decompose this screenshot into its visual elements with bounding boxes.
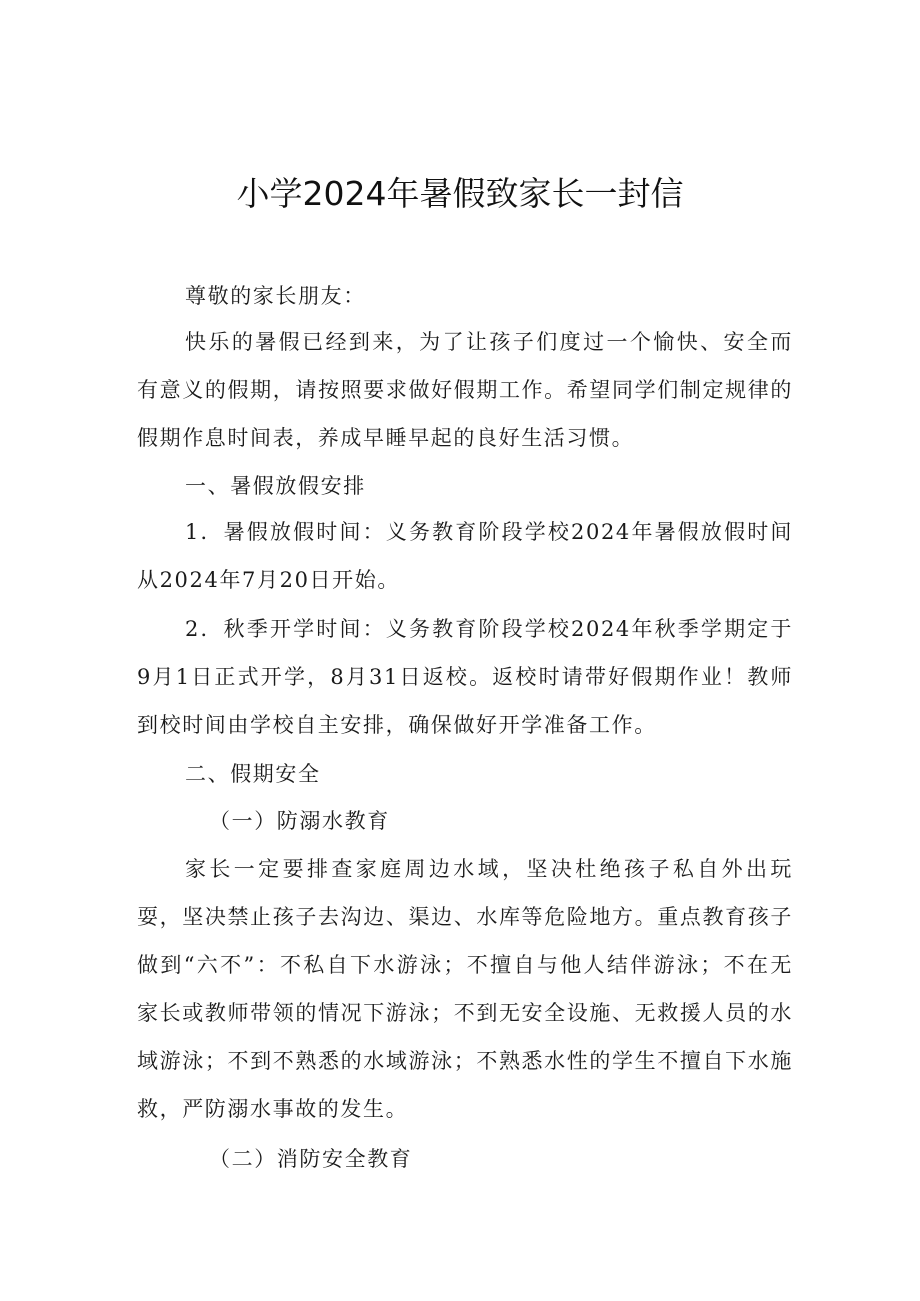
item-fall-semester-start: 2．秋季开学时间：义务教育阶段学校2024年秋季学期定于9月1日正式开学，8月31日返校。返校时请带好假期作业！教师到校时间由学校自主安排，确保做好开学准备工作。 (137, 617, 793, 737)
section-heading-vacation-schedule: 一、暑假放假安排 (185, 474, 366, 498)
subheading-drowning-prevention: （一）防溺水教育 (209, 809, 390, 833)
drowning-prevention-paragraph: 家长一定要排查家庭周边水域，坚决杜绝孩子私自外出玩耍，坚决禁止孩子去沟边、渠边、水库等危险地方。重点教育孩子做到“六不”：不私自下水游泳；不擅自与他人结伴游泳；不在无家长或教师带领的情况下游泳；不到无安全设施、无救援人员的水域游泳；不到不熟悉的水域游泳；不熟悉水性的学生不擅自下水施救，严防溺水事故的发生。 (137, 857, 793, 1121)
item-vacation-start: 1．暑假放假时间：义务教育阶段学校2024年暑假放假时间从2024年7月20日开始。 (137, 520, 793, 592)
subheading-fire-safety: （二）消防安全教育 (209, 1147, 413, 1171)
document-title: 小学2024年暑假致家长一封信 (236, 174, 684, 213)
intro-paragraph: 快乐的暑假已经到来，为了让孩子们度过一个愉快、安全而有意义的假期，请按照要求做好假期工作。希望同学们制定规律的假期作息时间表，养成早睡早起的良好生活习惯。 (137, 330, 793, 450)
section-heading-vacation-safety: 二、假期安全 (185, 762, 321, 786)
greeting: 尊敬的家长朋友： (185, 284, 366, 308)
